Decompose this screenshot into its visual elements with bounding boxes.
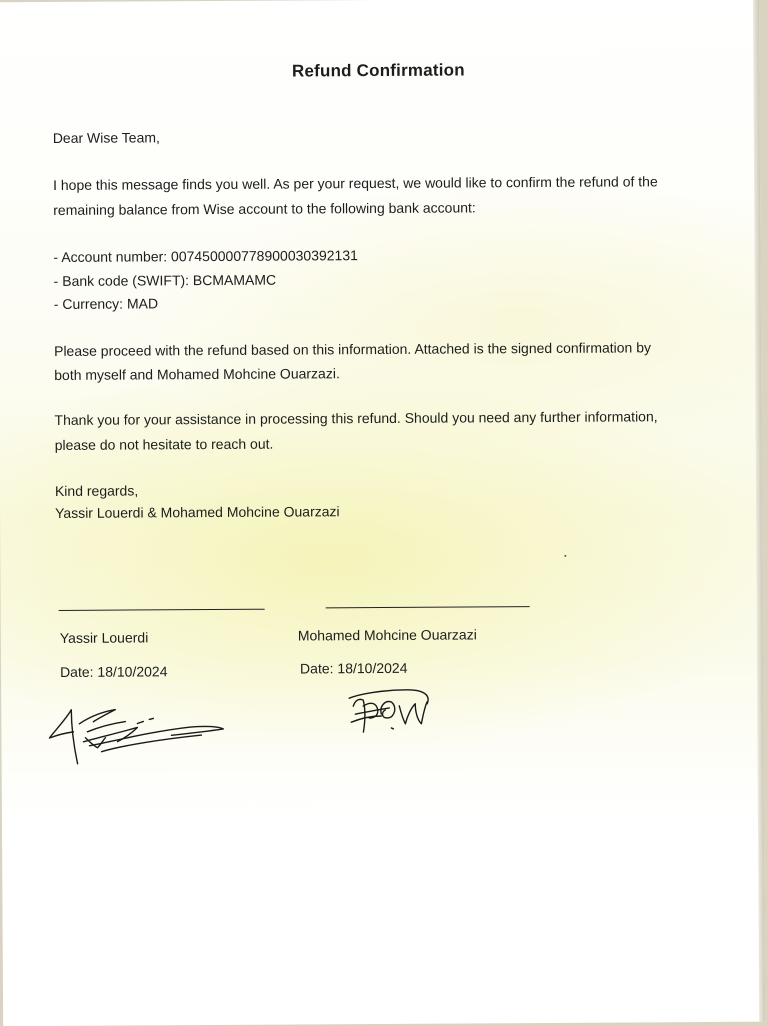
detail-currency: - Currency: MAD (53, 295, 159, 312)
senders-line: Yassir Louerdi & Mohamed Mohcine Ouarzazi (55, 503, 340, 521)
detail-account-number: - Account number: 007450000778900030392131 (53, 247, 358, 265)
paper-speck (564, 555, 566, 557)
paragraph-2-line-2: both myself and Mohamed Mohcine Ouarzazi. (54, 365, 340, 383)
closing: Kind regards, (54, 482, 139, 499)
letter-title: Refund Confirmation (291, 60, 465, 81)
paragraph-1-line-1: I hope this message finds you well. As per your request, we would like to confirm the refund of the (53, 173, 658, 193)
signatory-2-name: Mohamed Mohcine Ouarzazi (297, 626, 477, 644)
paragraph-2-line-1: Please proceed with the refund based on this information. Attached is the signed confirmation by (54, 339, 652, 359)
signature-line-2 (326, 606, 530, 608)
detail-bank-code: - Bank code (SWIFT): BCMAMAMC (53, 271, 277, 289)
signature-2-image (341, 684, 441, 745)
page-edge (753, 0, 765, 1022)
signatory-2-date: Date: 18/10/2024 (299, 659, 408, 677)
signatory-1-date: Date: 18/10/2024 (59, 663, 168, 680)
signature-1-image (41, 701, 231, 772)
paragraph-3-line-2: please do not hesitate to reach out. (54, 435, 274, 453)
salutation: Dear Wise Team, (52, 129, 160, 146)
signature-line-1 (59, 609, 265, 611)
paragraph-3-line-1: Thank you for your assistance in processing this refund. Should you need any further information, (54, 408, 658, 428)
signatory-1-name: Yassir Louerdi (59, 629, 149, 646)
paragraph-1-line-2: remaining balance from Wise account to the following bank account: (53, 199, 476, 218)
